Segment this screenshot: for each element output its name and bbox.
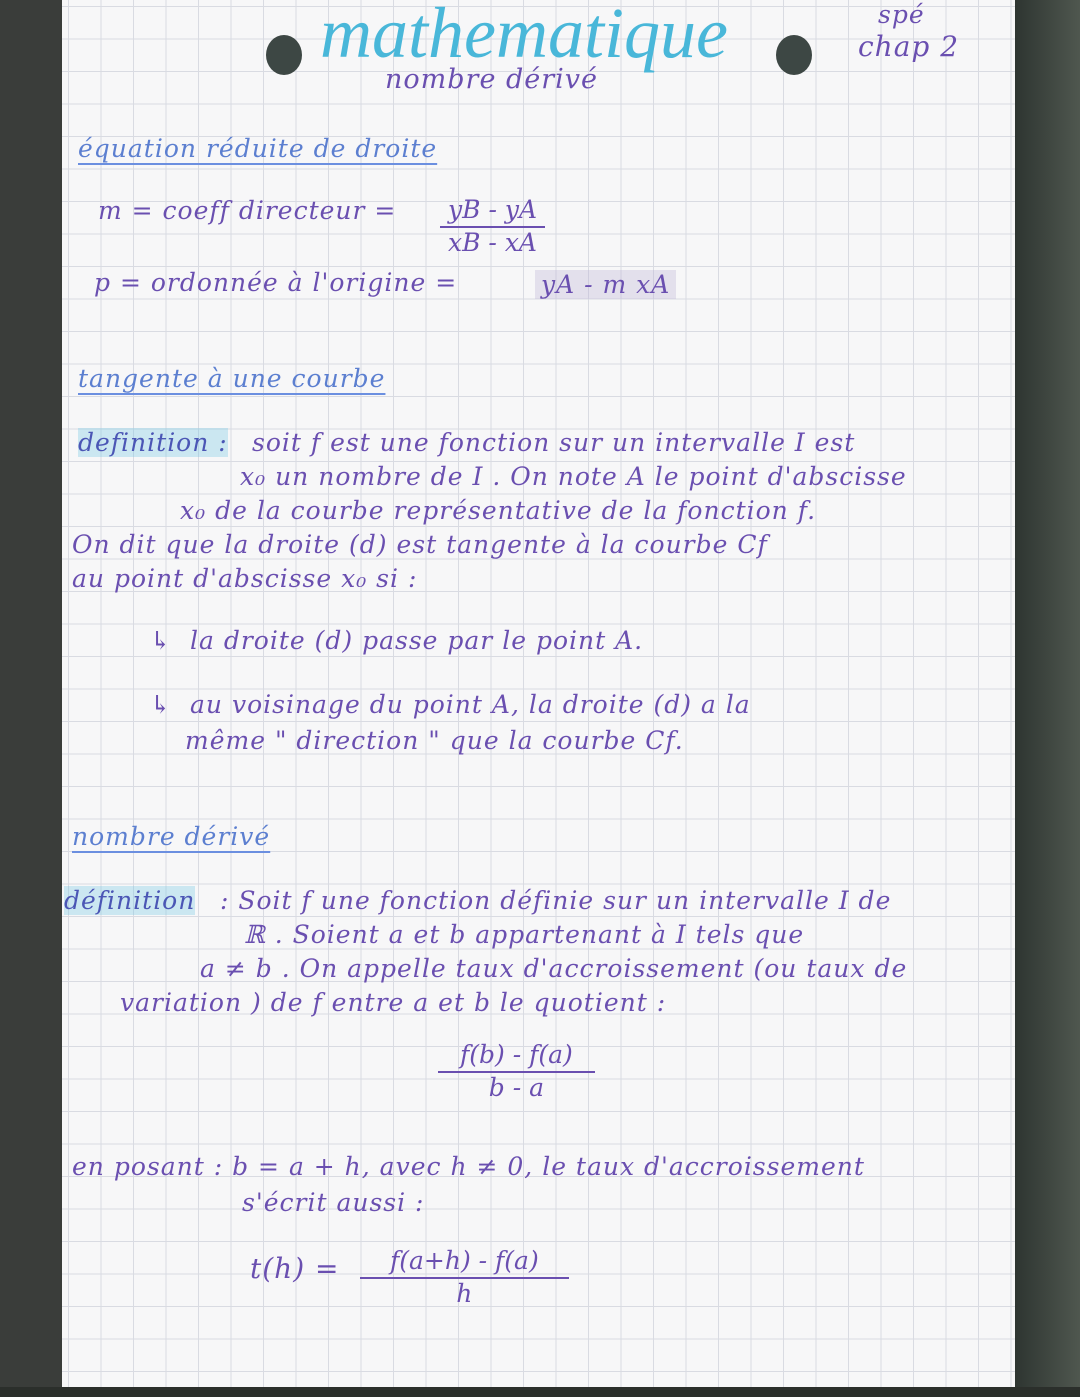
text-line: soit f est une fonction sur un intervalle I est xyxy=(252,428,856,457)
punch-hole xyxy=(266,35,302,75)
m-label: m = coeff directeur = xyxy=(98,196,397,225)
t-fraction xyxy=(360,1246,569,1308)
punch-hole xyxy=(776,35,812,75)
bullet-arrow-icon: ↳ xyxy=(150,690,172,719)
text-line: au point d'abscisse x₀ si : xyxy=(72,564,418,593)
quotient-denominator: b - a xyxy=(488,1073,545,1102)
bullet-arrow-icon: ↳ xyxy=(150,626,172,655)
background-edge xyxy=(1015,0,1080,1397)
text-line: x₀ de la courbe représentative de la fonction f. xyxy=(180,496,817,525)
text-line: s'écrit aussi : xyxy=(242,1188,425,1217)
text-line: ℝ . Soient a et b appartenant à I tels que xyxy=(244,920,805,949)
page-subtitle: nombre dérivé xyxy=(385,64,599,95)
p-value: yA - m xA xyxy=(535,270,676,299)
text-line: x₀ un nombre de I . On note A le point d'abscisse xyxy=(240,462,907,491)
t-numerator: f(a+h) - f(a) xyxy=(360,1246,569,1279)
quotient-fraction xyxy=(438,1040,595,1102)
text-line: a ≠ b . On appelle taux d'accroissement (ou taux de xyxy=(200,954,908,983)
bullet-text: même " direction " que la courbe Cf. xyxy=(185,726,684,755)
definition-label: definition : xyxy=(78,428,228,457)
text-line: : Soit f une fonction définie sur un intervalle I de xyxy=(220,886,892,915)
m-fraction xyxy=(440,195,545,257)
background-bottom xyxy=(0,1387,1080,1397)
section-heading: tangente à une courbe xyxy=(78,364,386,393)
tag-chapter: chap 2 xyxy=(858,30,960,63)
text-line: en posant : b = a + h, avec h ≠ 0, le taux d'accroissement xyxy=(72,1152,865,1181)
section-heading: nombre dérivé xyxy=(72,822,271,851)
t-label: t(h) = xyxy=(250,1252,340,1285)
bullet-text: la droite (d) passe par le point A. xyxy=(190,626,644,655)
section-heading: équation réduite de droite xyxy=(78,134,438,163)
bullet-text: au voisinage du point A, la droite (d) a la xyxy=(190,690,751,719)
t-denominator: h xyxy=(456,1279,473,1308)
p-label: p = ordonnée à l'origine = xyxy=(94,268,458,297)
text-line: On dit que la droite (d) est tangente à la courbe Cf xyxy=(72,530,768,559)
text-line: variation ) de f entre a et b le quotient : xyxy=(120,988,667,1017)
m-numerator: yB - yA xyxy=(440,195,545,228)
page-title: mathematique xyxy=(320,0,728,73)
quotient-numerator: f(b) - f(a) xyxy=(438,1040,595,1073)
definition-label: définition xyxy=(64,886,196,915)
m-denominator: xB - xA xyxy=(448,228,537,257)
tag-spe: spé xyxy=(878,0,925,29)
